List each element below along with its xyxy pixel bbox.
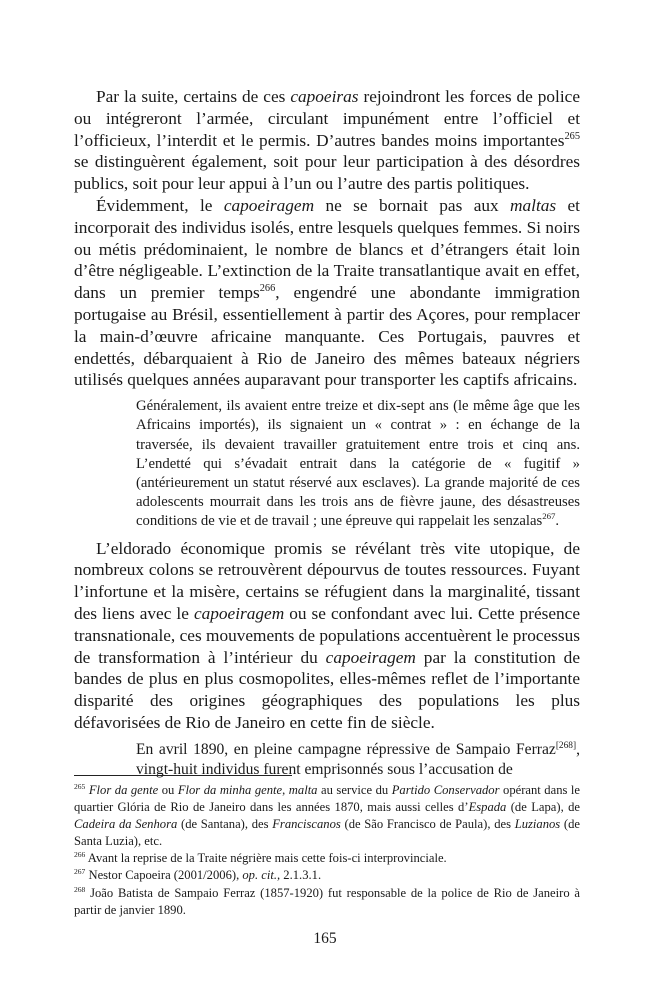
text-run: Par la suite, certains de ces [96, 87, 291, 106]
text-run: (de Santana), des [177, 817, 273, 832]
text-run: ou se confondant avec lui. Cette présence transnationale, ces mouvements de populations accentuèrent le processus de transformation à l’intérieur du [74, 603, 580, 667]
paragraph-2 [74, 195, 580, 391]
italic-text: Flor da gente [88, 783, 159, 797]
page-body [74, 86, 580, 781]
footnote-ref: [268] [555, 740, 577, 751]
italic-text: Espada [468, 800, 507, 815]
block-quote-1 [136, 397, 580, 531]
footnote-ref: 267 [74, 867, 86, 877]
text-run: par la constitution de bandes de plus en plus cosmopolites, elles-mêmes reflet de l’importante disparité des origines géographiques des populations les plus défavorisées de Rio de Janeiro en cette fin de siècle. [74, 647, 580, 732]
footnote-separator [74, 775, 292, 776]
text-run: João Batista de Sampaio Ferraz (1857-1920) fut responsable de la police de Rio de Janeiro à partir de janvier 1890. [74, 885, 580, 917]
text-run: , vingt-huit individus furent emprisonnés sous l’accusation de [136, 740, 580, 779]
text-run: se distinguèrent également, soit pour leur participation à des désordres publics, soit pour leur appui à l’un ou l’autre des partis politiques. [74, 152, 580, 194]
text-run: Nestor Capoeira (2001/2006), [85, 868, 243, 883]
text-run: , [282, 783, 289, 797]
footnote-266 [74, 850, 580, 867]
italic-text: capoeiras [290, 87, 359, 106]
text-run: Évidemment, le [96, 195, 224, 215]
text-run: En avril 1890, en pleine campagne répressive de Sampaio Ferraz [136, 740, 556, 758]
italic-text: Franciscanos [272, 817, 341, 832]
paragraph-3 [74, 538, 580, 734]
footnote-ref: 265 [74, 781, 86, 791]
text-run: au service du [317, 783, 392, 797]
text-run: et incorporait des individus isolés, entre lesquels quelques femmes. Si noirs ou métis prédominaient, le nombre de blancs et d’étrangers était loin d’être négligeable. L’extinction de la Traite transatlantique avait en effet, dans un premier temps [74, 195, 580, 303]
footnote-ref: 267 [542, 511, 556, 522]
text-run: L’eldorado économique promis se révélant très vite utopique, de nombreux colons se retrouvèrent dépourvus de toutes ressources. Fuyant l’infortune et la misère, certains se réfugient dans la marginalité, tissant des liens avec le [74, 538, 580, 623]
paragraph-1 [74, 86, 580, 195]
footnote-ref: 266 [259, 283, 276, 295]
text-run: (de São Francisco de Paula), des [340, 817, 515, 832]
footnote-ref: 265 [564, 130, 580, 142]
text-run: ne se bornait pas aux [314, 195, 511, 215]
text-run: ou [158, 783, 178, 797]
footnotes [74, 782, 580, 919]
italic-text: maltas [510, 195, 557, 215]
italic-text: malta [288, 783, 318, 797]
italic-text: Cadeira da Senhora [74, 817, 178, 832]
italic-text: Flor da minha gente [177, 783, 283, 797]
italic-text: op. cit., [242, 868, 281, 883]
footnote-267 [74, 867, 580, 884]
footnote-ref: 268 [74, 884, 86, 894]
text-run: , engendré une abondante immigration portugaise au Brésil, essentiellement à partir des Açores, pour remplacer la main-d’œuvre africaine manquante. Ces Portugais, pauvres et endettés, débarquaient à Rio de Janeiro des mêmes bateaux négriers utilisés quelques années auparavant pour transporter les captifs africains. [74, 283, 580, 390]
footnote-268 [74, 885, 580, 919]
footnote-ref: 266 [74, 850, 86, 860]
italic-text: capoeiragem [193, 603, 285, 623]
italic-text: Partido Conservador [391, 783, 500, 797]
text-run: (de Santa Luzia), etc. [74, 817, 580, 849]
italic-text: capoeiragem [325, 647, 416, 667]
text-run: Généralement, ils avaient entre treize et dix-sept ans (le même âge que les Africains importés), ils signaient un « contrat » : en échange de la traversée, ils devaient travailler gratuitement entre trois et cinq ans. L’endetté qui s’évadait entrait dans la catégorie de « fugitif » (antérieurement un statut réservé aux esclaves). La grande majorité de ces adolescents mourrait dans les trois ans de fièvre jaune, des désastreuses conditions de vie et de travail ; une épreuve qui rappelait les senzalas [136, 398, 580, 530]
text-run: 2.1.3.1. [280, 868, 322, 883]
text-run: (de Lapa), de [506, 800, 580, 815]
text-run: Avant la reprise de la Traite négrière mais cette fois-ci interprovinciale. [85, 851, 447, 866]
text-run: . [555, 513, 560, 530]
page-number: 165 [313, 930, 337, 947]
footnote-265 [74, 782, 580, 850]
text-run: opérant dans le quartier Glória de Rio de Janeiro dans les années 1870, mais aussi celles d’ [74, 783, 581, 815]
text-run: rejoindront les forces de police ou intégreront l’armée, circulant impunément entre l’officiel et l’officieux, l’interdit et le permis. D’autres bandes moins importantes [74, 87, 581, 150]
italic-text: capoeiragem [223, 195, 315, 215]
italic-text: Luzianos [514, 817, 561, 832]
